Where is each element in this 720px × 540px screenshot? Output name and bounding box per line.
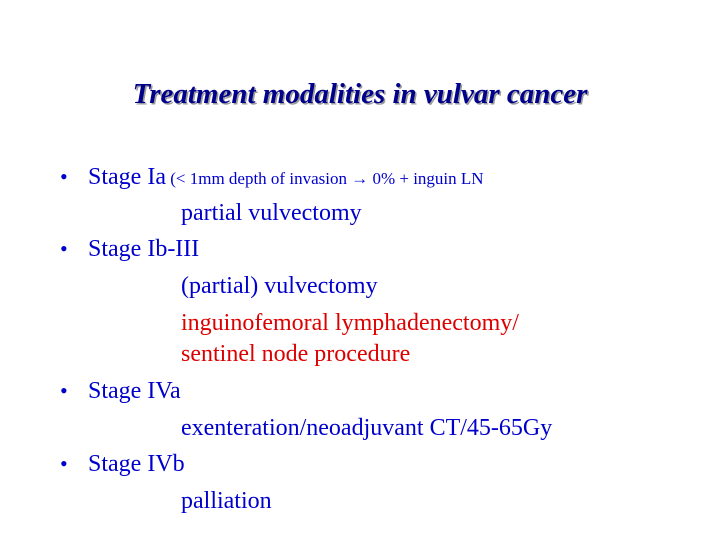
treatment-line: partial vulvectomy — [181, 200, 362, 226]
treatment-line: exenteration/neoadjuvant CT/45-65Gy — [181, 415, 553, 441]
slide-title: Treatment modalities in vulvar cancer — [132, 78, 588, 110]
bullet-icon: • — [60, 451, 68, 476]
treatment-line-highlight: inguinofemoral lymphadenectomy/ — [181, 310, 519, 336]
treatment-line: palliation — [181, 488, 272, 514]
bullet-item-stage-ia — [60, 163, 484, 193]
bullet-item-stage-iva — [60, 377, 181, 405]
stage-label: Stage Ib-III — [88, 236, 200, 262]
treatment-line-highlight: sentinel node procedure — [181, 341, 411, 367]
bullet-icon: • — [60, 164, 68, 189]
stage-label: Stage IVa — [88, 378, 181, 404]
bullet-icon: • — [60, 236, 68, 261]
bullet-item-stage-ib-iii — [60, 235, 199, 263]
stage-note: (< 1mm depth of invasion → 0% + inguin LN — [165, 169, 484, 188]
stage-label: Stage Ia — [88, 164, 166, 190]
treatment-line: (partial) vulvectomy — [181, 273, 378, 299]
bullet-icon: • — [60, 378, 68, 403]
stage-label: Stage IVb — [88, 451, 185, 477]
bullet-item-stage-ivb — [60, 450, 185, 478]
